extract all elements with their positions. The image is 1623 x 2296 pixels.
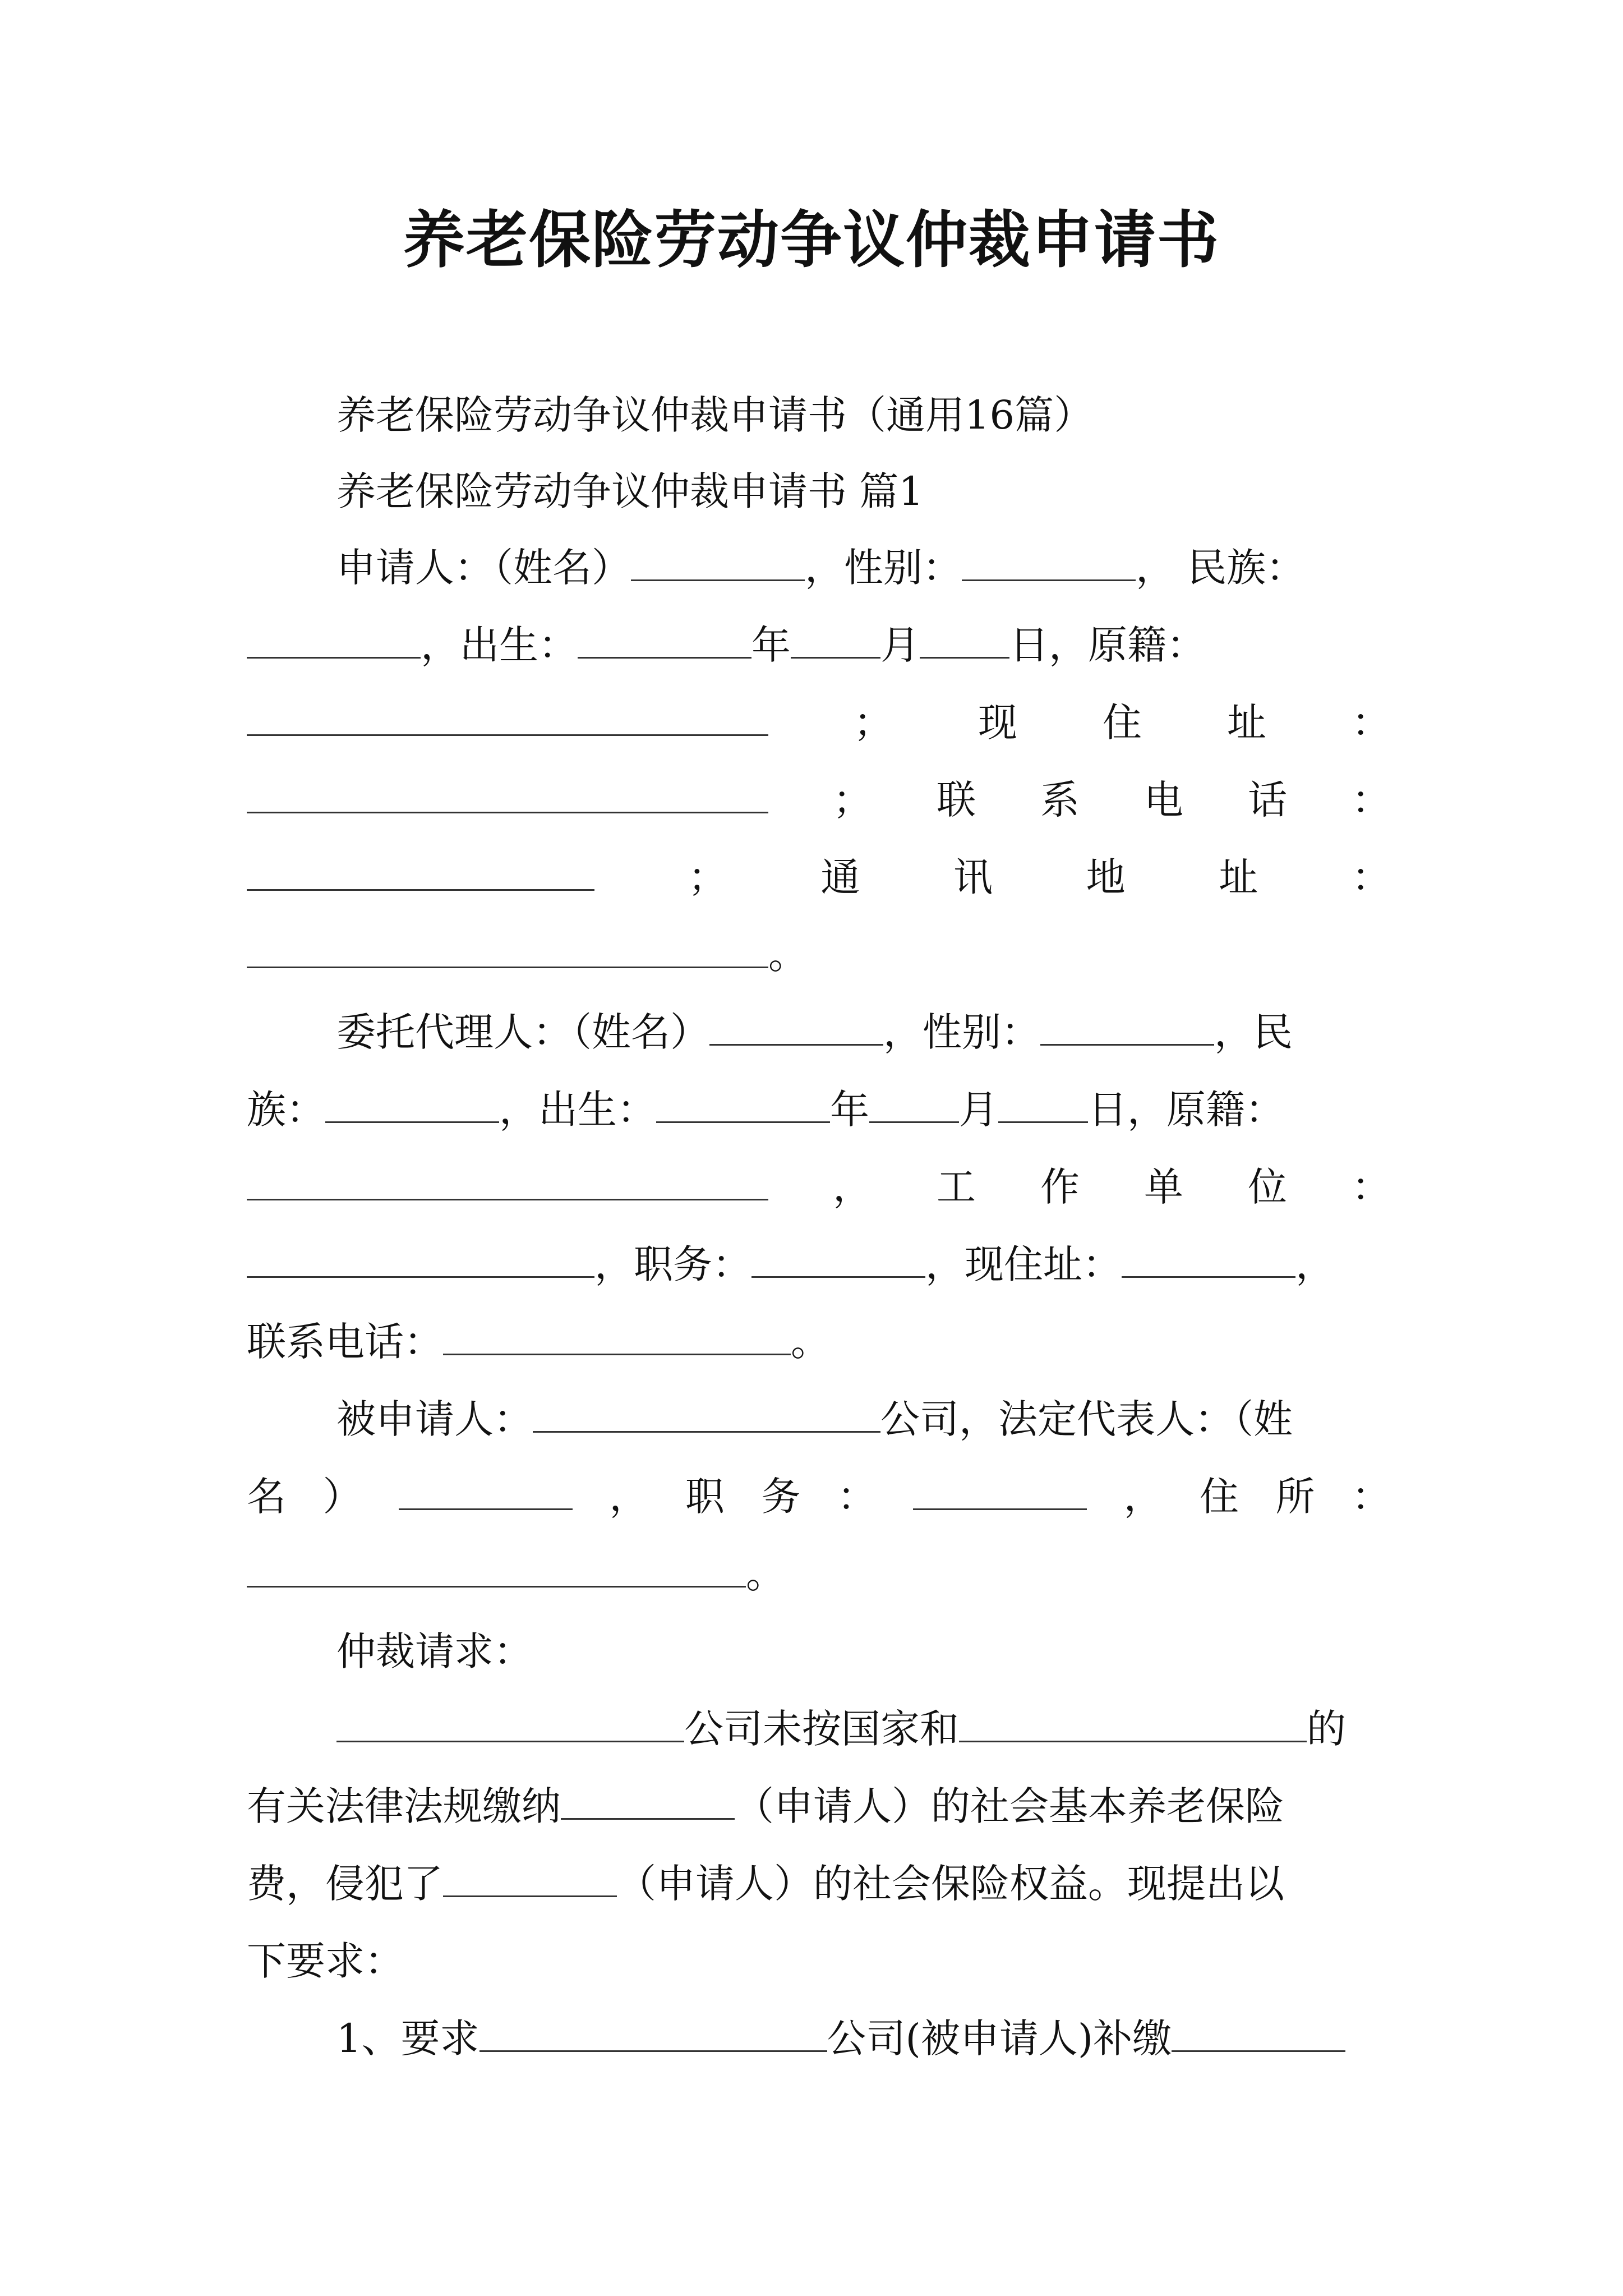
day-origin-label: 日，原籍： [1009, 622, 1206, 668]
char: 工 [937, 1164, 976, 1210]
agent-name-label: 委托代理人：（姓名） [336, 1009, 709, 1055]
birth-label: ，出生： [499, 1087, 656, 1133]
day-origin-label: 日，原籍： [1088, 1087, 1284, 1133]
blank-field[interactable] [962, 540, 1136, 581]
agent-line-1 [336, 1004, 1391, 1060]
period: 。 [768, 932, 808, 978]
char: 位 [1248, 1164, 1287, 1210]
char: 单 [1144, 1164, 1183, 1210]
position-label: ，职务： [594, 1241, 751, 1287]
blank-field[interactable] [247, 618, 421, 659]
request-text: 公司未按国家和 [684, 1706, 959, 1752]
char: 电 [1144, 777, 1183, 823]
char: ： [1351, 854, 1391, 900]
blank-field[interactable] [247, 1547, 746, 1588]
request-text: （申请人）的社会基本养老保险 [735, 1783, 1284, 1829]
blank-field[interactable] [247, 850, 594, 891]
char: ， [1123, 1474, 1163, 1520]
char: ： [1352, 777, 1391, 823]
ethnicity-label-part: 族： [247, 1087, 325, 1133]
applicant-line-6 [247, 927, 1391, 983]
request-text: 的 [1307, 1706, 1346, 1752]
phone-label: 联系电话： [247, 1319, 443, 1365]
request-line-2 [247, 1778, 1391, 1834]
request-line-4: 下要求： [247, 1938, 404, 1984]
request-text: 有关法律法规缴纳 [247, 1783, 561, 1829]
address-label: ，现住址： [925, 1241, 1122, 1287]
request-line-3 [247, 1856, 1391, 1912]
blank-field[interactable] [913, 1469, 1087, 1510]
month-label: 月 [959, 1087, 998, 1133]
month-label: 月 [880, 622, 920, 668]
agent-line-3 [247, 1159, 1391, 1215]
char: 址 [1219, 854, 1258, 900]
char: 住 [1103, 700, 1142, 746]
blank-field[interactable] [751, 1237, 925, 1278]
blank-field[interactable] [247, 927, 768, 968]
agent-line-4 [247, 1236, 1391, 1292]
item-number: 1、要求 [336, 2016, 479, 2062]
blank-field[interactable] [325, 1082, 499, 1123]
respondent-line-2 [247, 1469, 1391, 1525]
agent-line-5 [247, 1314, 1391, 1370]
request-item-1 [336, 2010, 1391, 2067]
section-heading: 养老保险劳动争议仲裁申请书 篇1 [336, 468, 924, 514]
char: 所 [1275, 1474, 1315, 1520]
char: 住 [1200, 1474, 1239, 1520]
applicant-line-4 [247, 772, 1391, 828]
request-line-1 [336, 1701, 1391, 1757]
blank-field[interactable] [920, 618, 1009, 659]
char: ： [1352, 700, 1391, 746]
respondent-line-3 [247, 1546, 1391, 1602]
blank-field[interactable] [791, 618, 880, 659]
blank-field[interactable] [998, 1082, 1088, 1123]
blank-field[interactable] [247, 1237, 594, 1278]
blank-field[interactable] [631, 540, 805, 581]
blank-field[interactable] [247, 695, 768, 736]
blank-field[interactable] [336, 1701, 684, 1742]
blank-field[interactable] [709, 1005, 883, 1046]
char: 务 [761, 1474, 801, 1520]
blank-field[interactable] [1122, 1237, 1295, 1278]
blank-field[interactable] [578, 618, 751, 659]
char: ； [688, 854, 727, 900]
respondent-line-1 [336, 1391, 1391, 1447]
request-text: 费，侵犯了 [247, 1861, 443, 1907]
char: ； [854, 700, 893, 746]
period: 。 [791, 1319, 830, 1365]
request-text: 公司(被申请人)补缴 [827, 2016, 1172, 2062]
char: 话 [1248, 777, 1287, 823]
request-heading: 仲裁请求： [336, 1628, 533, 1674]
applicant-line-3 [247, 694, 1391, 751]
char: 址 [1227, 700, 1266, 746]
respondent-label: 被申请人： [336, 1396, 533, 1442]
year-label: 年 [751, 622, 791, 668]
applicant-line-2 [247, 617, 1391, 673]
blank-field[interactable] [247, 772, 768, 813]
blank-field[interactable] [399, 1469, 573, 1510]
comma: ， [1295, 1241, 1335, 1287]
blank-field[interactable] [959, 1701, 1307, 1742]
blank-field[interactable] [247, 1159, 768, 1200]
applicant-line-1 [336, 540, 1391, 596]
legal-rep-label: 公司，法定代表人：（姓 [880, 1396, 1293, 1442]
ethnicity-label: ， 民族： [1136, 545, 1306, 591]
applicant-line-5 [247, 849, 1391, 905]
char: ） [322, 1474, 362, 1520]
request-text: （申请人）的社会保险权益。现提出以 [617, 1861, 1284, 1907]
char: 作 [1040, 1164, 1080, 1210]
char: 现 [978, 700, 1017, 746]
char: ： [837, 1474, 877, 1520]
agent-line-2 [247, 1082, 1391, 1138]
blank-field[interactable] [656, 1082, 830, 1123]
char: 名 [247, 1474, 286, 1520]
year-label: 年 [830, 1087, 869, 1133]
blank-field[interactable] [533, 1392, 880, 1433]
subtitle: 养老保险劳动争议仲裁申请书（通用16篇） [336, 392, 1094, 438]
char: ， [833, 1164, 872, 1210]
birth-label: ，出生： [421, 622, 578, 668]
blank-field[interactable] [561, 1779, 735, 1820]
char: 联 [937, 777, 976, 823]
gender-label: ，性别： [883, 1009, 1040, 1055]
blank-field[interactable] [1172, 2011, 1345, 2052]
blank-field[interactable] [869, 1082, 959, 1123]
gender-label: ，性别： [805, 545, 962, 591]
char: 讯 [953, 854, 993, 900]
char: ， [609, 1474, 649, 1520]
blank-field[interactable] [443, 1314, 791, 1355]
ethnicity-label-part: ，民 [1214, 1009, 1293, 1055]
blank-field[interactable] [1040, 1005, 1214, 1046]
char: 通 [820, 854, 860, 900]
char: ； [833, 777, 872, 823]
applicant-name-label: 申请人：（姓名） [336, 545, 631, 591]
char: 职 [685, 1474, 725, 1520]
char: ： [1352, 1164, 1391, 1210]
document-title: 养老保险劳动争议仲裁申请书 [403, 204, 1220, 276]
char: 系 [1040, 777, 1080, 823]
char: ： [1351, 1474, 1391, 1520]
char: 地 [1086, 854, 1126, 900]
blank-field[interactable] [479, 2011, 827, 2052]
period: 。 [746, 1551, 785, 1597]
blank-field[interactable] [443, 1856, 617, 1897]
